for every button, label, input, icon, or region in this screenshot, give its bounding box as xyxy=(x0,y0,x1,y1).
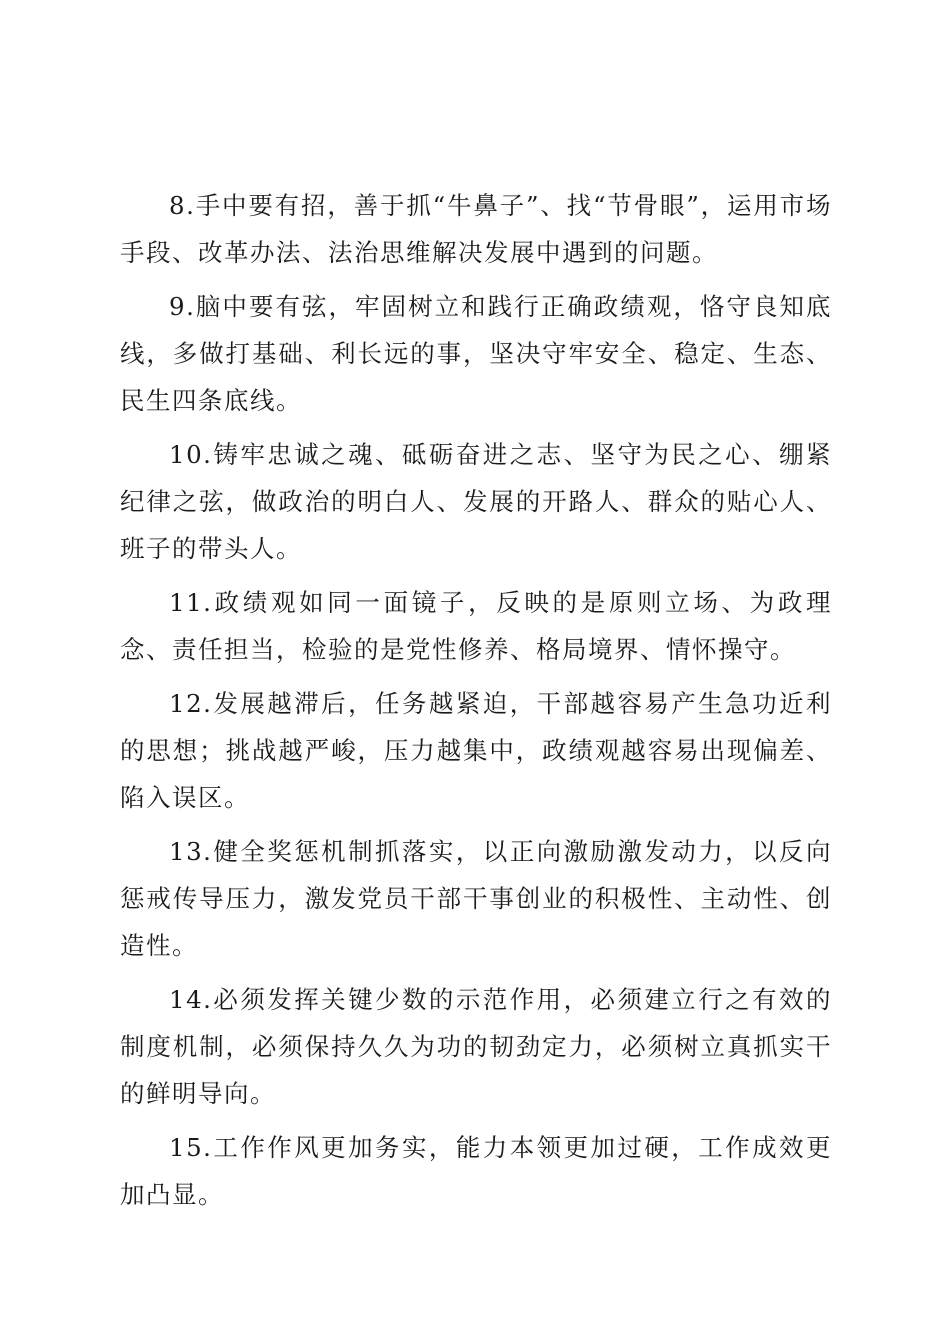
paragraph-item-10: 10.铸牢忠诚之魂、砥砺奋进之志、坚守为民之心、绷紧纪律之弦，做政治的明白人、发展的开路人、群众的贴心人、班子的带头人。 xyxy=(120,440,832,563)
paragraph-item-14: 14.必须发挥关键少数的示范作用，必须建立行之有效的制度机制，必须保持久久为功的韧劲定力，必须树立真抓实干的鲜明导向。 xyxy=(120,985,832,1108)
paragraph-item-15: 15.工作作风更加务实，能力本领更加过硬，工作成效更加凸显。 xyxy=(120,1133,832,1209)
paragraph-item-9: 9.脑中要有弦，牢固树立和践行正确政绩观，恪守良知底线，多做打基础、利长远的事，坚决守牢安全、稳定、生态、民生四条底线。 xyxy=(120,292,832,415)
paragraph-item-11: 11.政绩观如同一面镜子，反映的是原则立场、为政理念、责任担当，检验的是党性修养、格局境界、情怀操守。 xyxy=(120,588,832,664)
document-body xyxy=(120,182,832,1225)
paragraph-item-13: 13.健全奖惩机制抓落实，以正向激励激发动力，以反向惩戒传导压力，激发党员干部干事创业的积极性、主动性、创造性。 xyxy=(120,837,832,960)
paragraph-item-8: 8.手中要有招，善于抓“牛鼻子”、找“节骨眼”，运用市场手段、改革办法、法治思维解决发展中遇到的问题。 xyxy=(120,191,832,267)
paragraph-item-12: 12.发展越滞后，任务越紧迫，干部越容易产生急功近利的思想；挑战越严峻，压力越集中，政绩观越容易出现偏差、陷入误区。 xyxy=(120,689,832,812)
